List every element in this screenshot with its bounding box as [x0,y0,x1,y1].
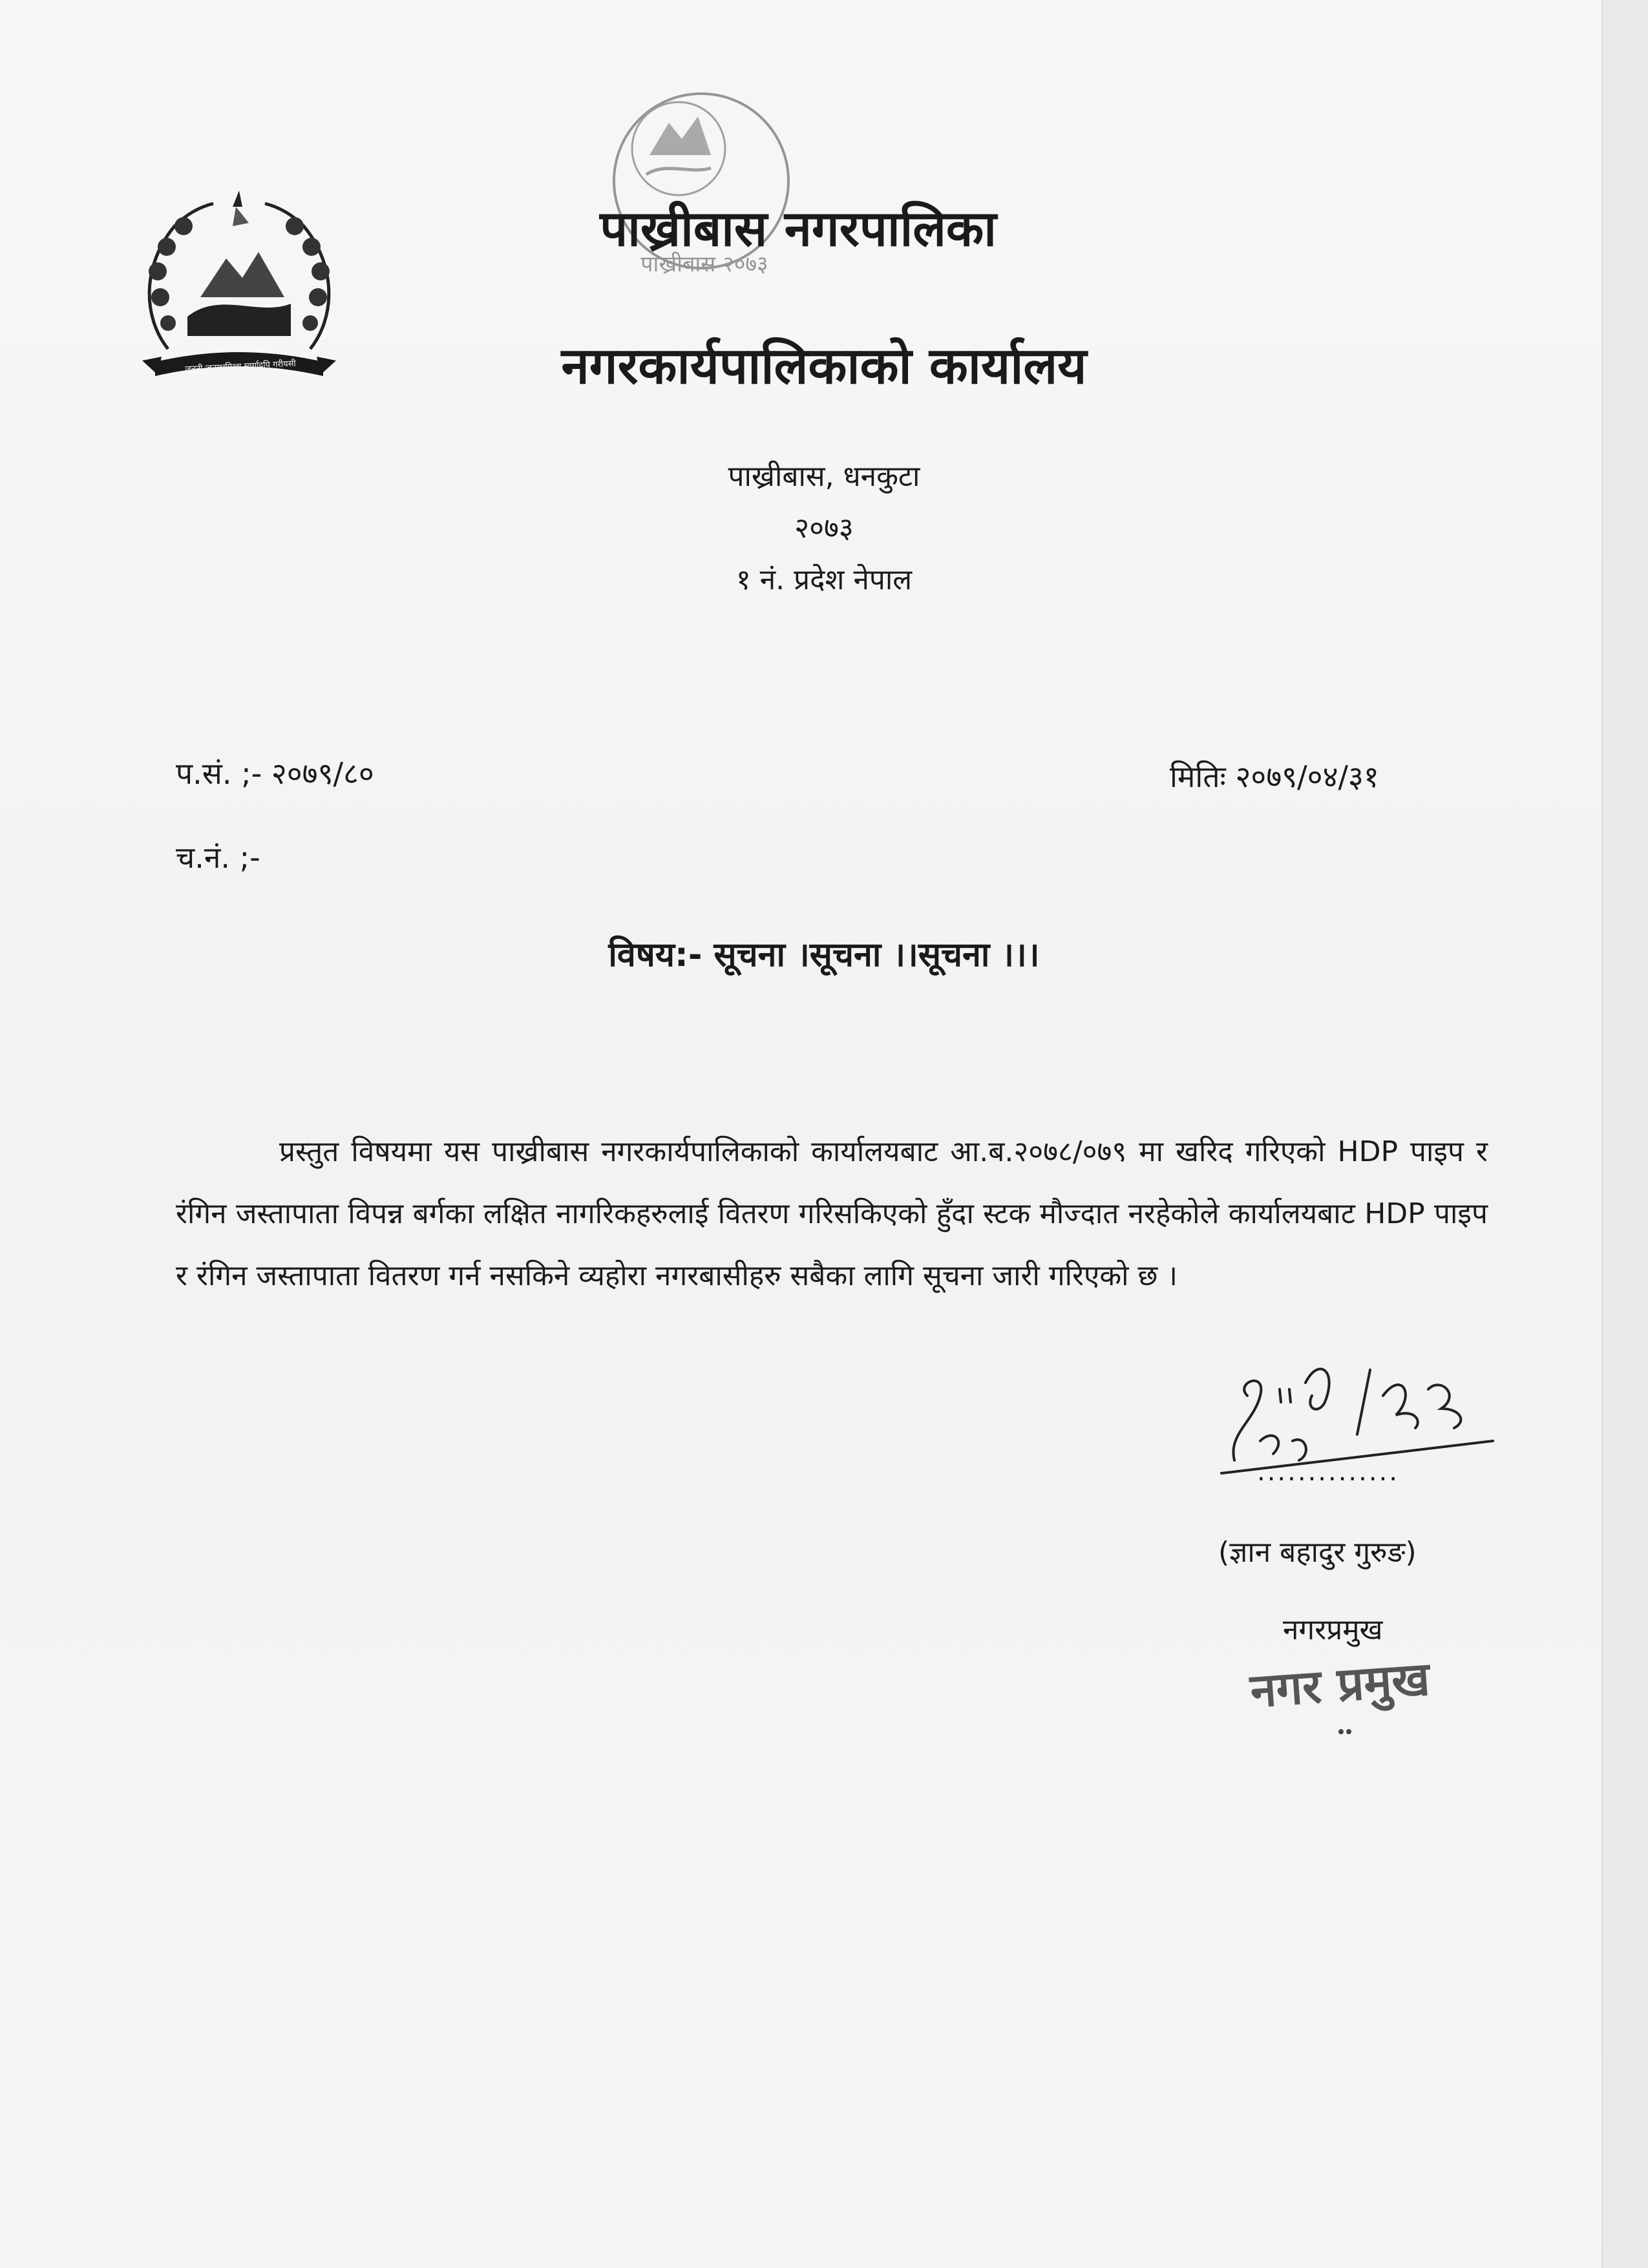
letter-subject: विषय:- सूचना ।सूचना ।।सूचना ।।। [608,936,1040,974]
letter-body: प्रस्तुत विषयमा यस पाख्रीबास नगरकार्यपालिकाको कार्यालयबाट आ.ब.२०७८/०७९ मा खरिद गरिएको HDP पाइप र रंगिन जस्तापाता विपन्न बर्गका लक्षित नागरिकहरुलाई वितरण गरिसकिएको हुँदा स्टक मौज्दात नरहेकोले कार्यालयबाट HDP पाइप र रंगिन जस्तापाता वितरण गर्न नसकिने व्यहोरा नगरबासीहरु सबैका लागि सूचना जारी गरिएको छ । [176,1135,1488,1292]
signer-title: नगरप्रमुख [1283,1613,1383,1646]
letter-date [1170,756,1379,796]
signer-name: (ज्ञान बहादुर गुरुङ) [1218,1536,1417,1569]
reference-value: २०७९/८० [271,756,374,791]
address-line-3: १ नं. प्रदेश नेपाल [735,563,913,596]
rubber-stamp-text: नगर प्रमुख [1248,1651,1431,1718]
office-name: नगरकार्यपालिकाको कार्यालय [561,337,1087,395]
reference-label: प.सं. ;- [176,756,262,791]
date-label: मितिः [1170,759,1226,794]
address-line-2: २०७३ [794,512,854,545]
municipality-name: पाख्रीबास नगरपालिका [600,200,997,257]
dispatch-number: च.नं. ;- [176,840,260,875]
emblem-caption: जननी जन्मभूमिश्च स्वर्गादपि गरीयसी [184,359,297,375]
reference-number [176,753,374,793]
mayor-rubber-stamp-icon [1244,1641,1477,1738]
date-value: २०७९/०४/३१ [1235,759,1379,794]
seal-text: पाख्रीबास २०७३ [640,251,768,277]
municipality-seal-icon [601,78,808,297]
address-line-1: पाख्रीबास, धनकुटा [728,460,920,493]
signature-line: .............. [1257,1457,1400,1487]
